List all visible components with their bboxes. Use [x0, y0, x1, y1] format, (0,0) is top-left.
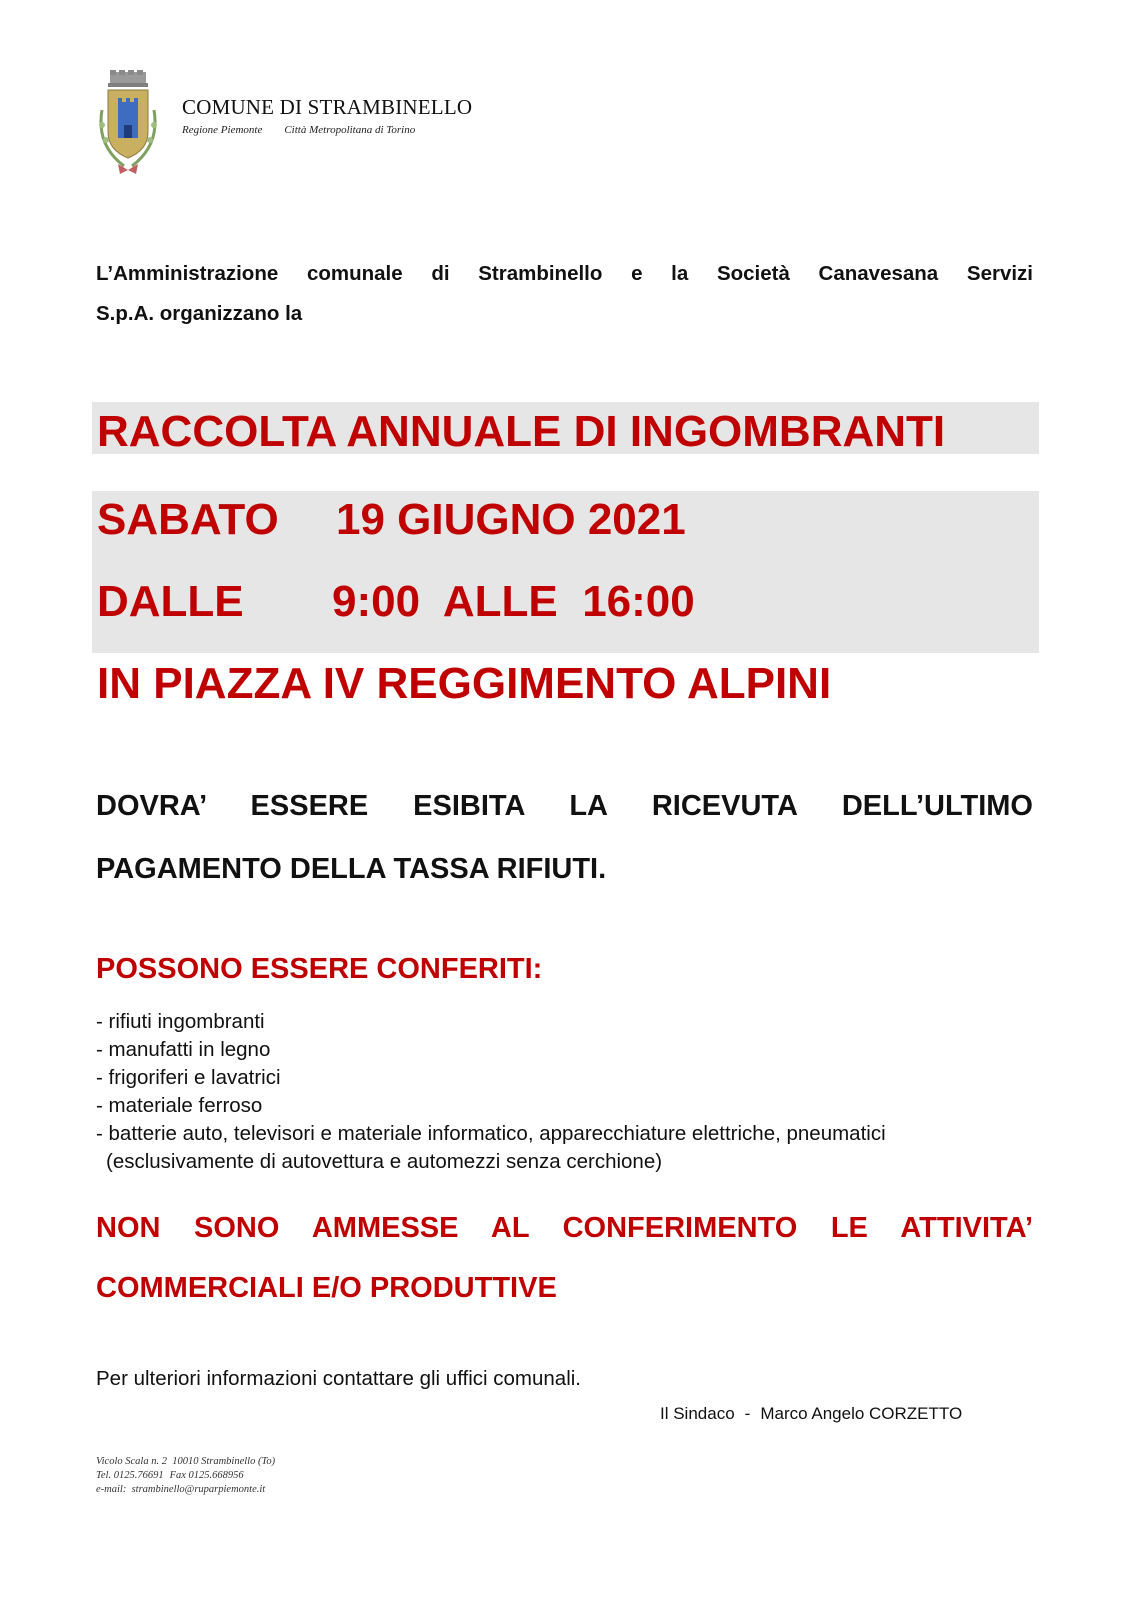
phone: Tel. 0125.76691 — [96, 1470, 164, 1481]
region-label: Regione Piemonte — [182, 124, 263, 136]
time-value: 9:00 ALLE 16:00 — [332, 577, 695, 626]
signature-separator: - — [744, 1404, 751, 1423]
event-title: RACCOLTA ANNUALE DI INGOMBRANTI — [97, 407, 946, 456]
list-item: - materiale ferroso — [96, 1094, 263, 1117]
signature-role: Il Sindaco — [660, 1404, 735, 1423]
list-item: - frigoriferi e lavatrici — [96, 1066, 281, 1089]
address: Vicolo Scala n. 2 10010 Strambinello (To) — [96, 1456, 276, 1467]
list-item: - rifiuti ingombranti — [96, 1010, 265, 1033]
phone-fax — [96, 1470, 244, 1481]
list-item-continuation: (esclusivamente di autovettura e automezzi senza cerchione) — [106, 1150, 663, 1173]
event-place: IN PIAZZA IV REGGIMENTO ALPINI — [97, 659, 832, 708]
comune-name: COMUNE DI STRAMBINELLO — [182, 95, 473, 119]
notice-line-2: PAGAMENTO DELLA TASSA RIFIUTI. — [96, 853, 607, 885]
signature-name: Marco Angelo CORZETTO — [760, 1404, 963, 1423]
allowed-title: POSSONO ESSERE CONFERITI: — [96, 953, 543, 985]
coat-of-arms-icon — [88, 70, 168, 180]
intro-line-1: L’Amministrazione comunale di Strambinello e la Società Canavesana Servizi — [96, 262, 1033, 285]
allowed-list — [96, 1008, 1046, 1176]
intro-line-2: S.p.A. organizzano la — [96, 302, 303, 325]
info-text: Per ulteriori informazioni contattare gli uffici comunali. — [96, 1367, 582, 1390]
list-item: - batterie auto, televisori e materiale informatico, apparecchiature elettriche, pneumatici — [96, 1122, 886, 1145]
metro-city-label: Città Metropolitana di Torino — [284, 124, 416, 136]
date-value: 19 GIUGNO 2021 — [336, 495, 686, 544]
notice-line-1: DOVRA’ ESSERE ESIBITA LA RICEVUTA DELL’ULTIMO — [96, 790, 1033, 822]
exclusion-line-2: COMMERCIALI E/O PRODUTTIVE — [96, 1272, 557, 1304]
exclusion-line-1: NON SONO AMMESSE AL CONFERIMENTO LE ATTIVITA’ — [96, 1212, 1033, 1244]
comune-subtitle — [182, 124, 415, 136]
email: e-mail: strambinello@ruparpiemonte.it — [96, 1484, 266, 1495]
list-item: - manufatti in legno — [96, 1038, 271, 1061]
signature — [660, 1404, 962, 1424]
fax: Fax 0125.668956 — [169, 1470, 244, 1481]
time-label: DALLE — [97, 577, 244, 626]
date-label: SABATO — [97, 495, 279, 544]
